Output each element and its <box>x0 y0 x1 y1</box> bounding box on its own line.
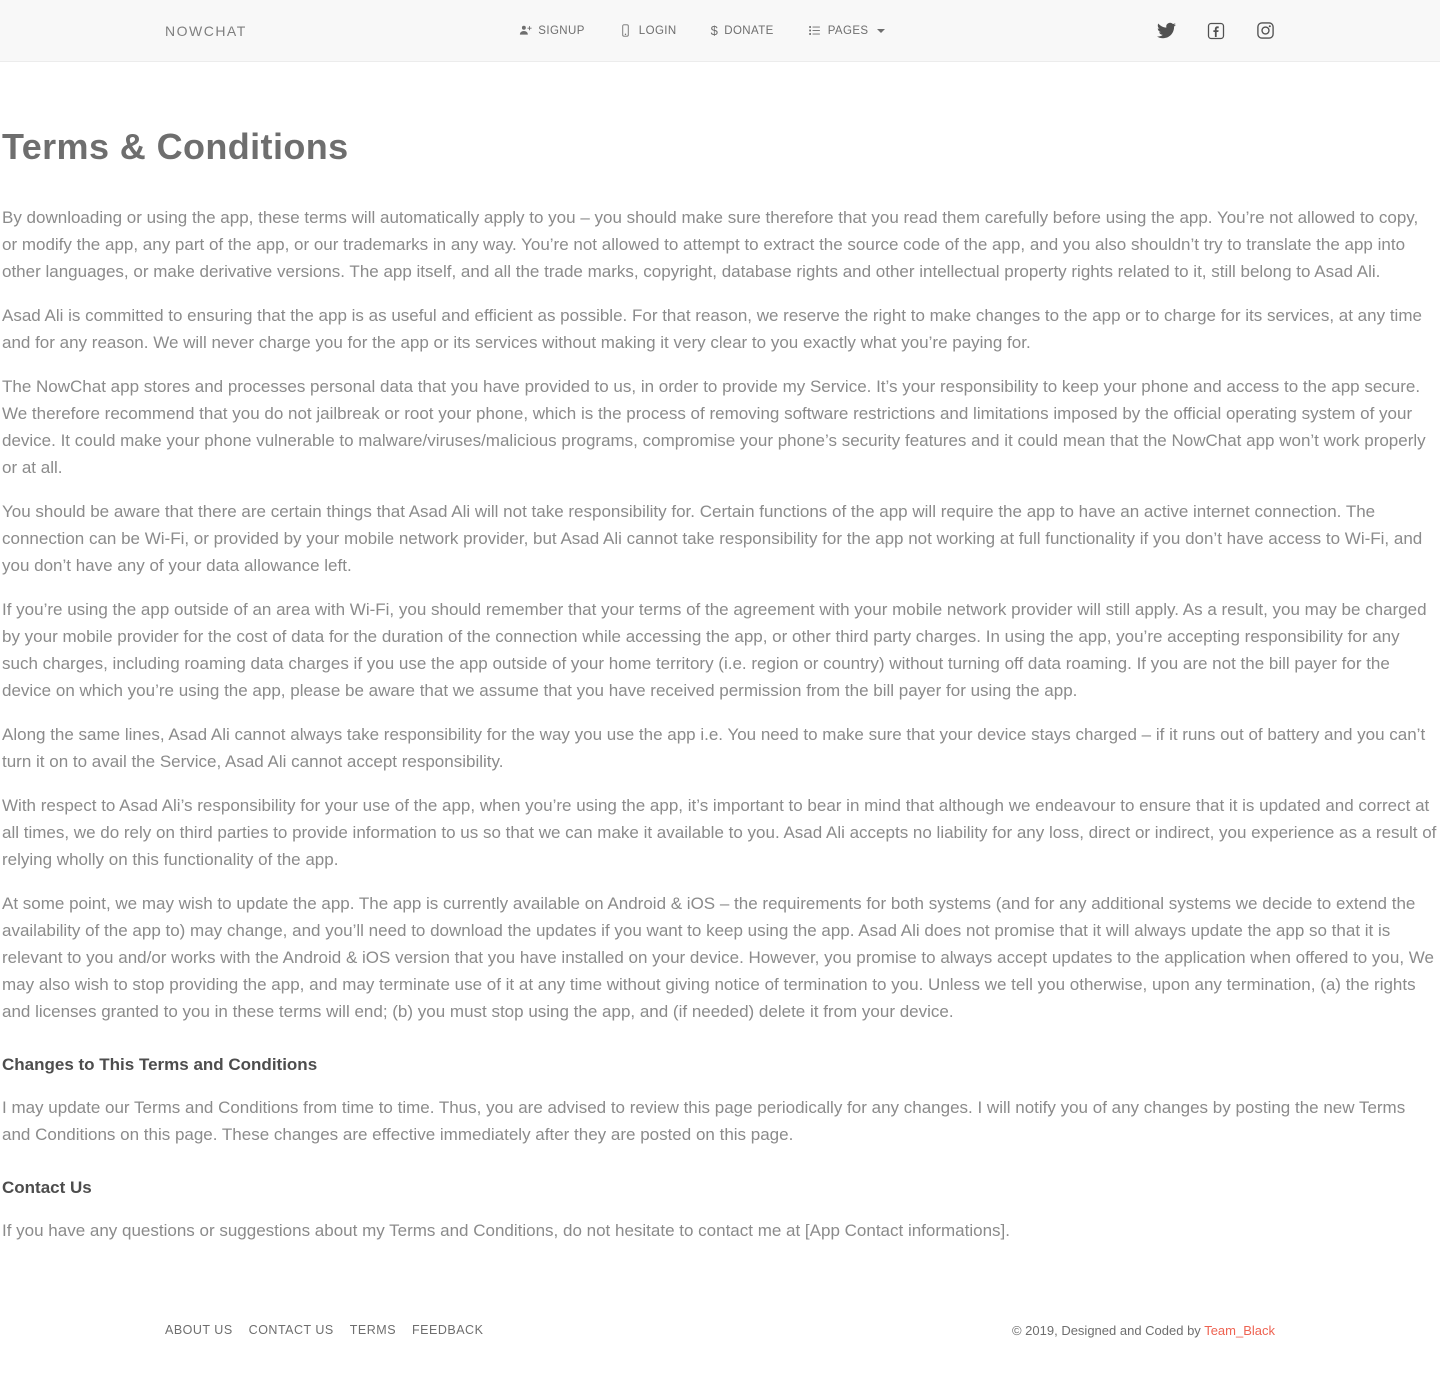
footer-link-contact[interactable]: CONTACT US <box>248 1323 334 1337</box>
terms-paragraph-1: By downloading or using the app, these terms will automatically apply to you – you should make sure therefore that you read them carefully before using the app. You’re not allowed to copy, or modify the app, any part of the app, or our trademarks in any way. You’re not allowed to attempt to extract the source code of the app, and you also shouldn’t try to translate the app into other languages, or make derivative versions. The app itself, and all the trade marks, copyright, database rights and other intellectual property rights related to it, still belong to Asad Ali. <box>2 208 1419 281</box>
terms-paragraph-8: At some point, we may wish to update the app. The app is currently available on Android & iOS – the requirements for both systems (and for any additional systems we decide to extend the availability of the app to) may change, and you’ll need to download the updates if you want to keep using the app. Asad Ali does not promise that it will always update the app so that it is relevant to you and/or works with the Android & iOS version that you have installed on your device. However, you promise to always accept updates to the application when offered to you, We may also wish to stop providing the app, and may terminate use of it at any time without giving notice of termination to you. Unless we tell you otherwise, upon any termination, (a) the rights and licenses granted to you in these terms will end; (b) you must stop using the app, and (if needed) delete it from your device. <box>2 894 1434 1021</box>
social-links <box>1157 21 1275 40</box>
changes-paragraph: I may update our Terms and Conditions from time to time. Thus, you are advised to review this page periodically for any changes. I will notify you of any changes by posting the new Terms and Conditions on this page. These changes are effective immediately after they are posted on this page. <box>2 1098 1406 1144</box>
chevron-down-icon <box>877 29 885 33</box>
terms-paragraph-2: Asad Ali is committed to ensuring that the app is as useful and efficient as possible. For that reason, we reserve the right to make changes to the app or to charge for its services, at any time and for any reason. We will never charge you for the app or its services without making it very clear to you exactly what you’re paying for. <box>2 306 1422 352</box>
navbar-container <box>150 0 1290 61</box>
dollar-icon: $ <box>710 23 719 38</box>
footer-container <box>150 1319 1290 1341</box>
footer-nav <box>165 1319 483 1341</box>
nav-signup-label: SIGNUP <box>538 24 585 37</box>
nav-donate-label: DONATE <box>724 24 774 37</box>
team-black-link[interactable]: Team_Black <box>1204 1322 1275 1338</box>
navbar <box>0 0 1440 62</box>
nav-pages-label: PAGES <box>827 24 869 37</box>
terms-paragraph-5: If you’re using the app outside of an area with Wi-Fi, you should remember that your terms of the agreement with your mobile network provider will still apply. As a result, you may be charged by your mobile provider for the cost of data for the duration of the connection while accessing the app, or other third party charges. In using the app, you’re accepting responsibility for any such charges, including roaming data charges if you use the app outside of your home territory (i.e. region or country) without turning off data roaming. If you are not the bill payer for the device on which you’re using the app, please be aware that we assume that you have received permission from the bill payer for using the app. <box>2 600 1427 700</box>
contact-paragraph: If you have any questions or suggestions about my Terms and Conditions, do not hesitate to contact me at [App Contact informations]. <box>2 1221 1010 1240</box>
main-nav <box>518 24 885 38</box>
instagram-icon[interactable] <box>1256 21 1275 40</box>
section-heading-changes: Changes to This Terms and Conditions <box>2 1055 318 1074</box>
mobile-phone-icon <box>619 24 633 38</box>
nav-login-label: LOGIN <box>638 24 677 37</box>
footer-link-about[interactable]: ABOUT US <box>165 1323 233 1337</box>
terms-paragraph-7: With respect to Asad Ali’s responsibility for your use of the app, when you’re using the app, it’s important to bear in mind that although we endeavour to ensure that it is updated and correct at all times, we do rely on third parties to provide information to us so that we can make it available to you. Asad Ali accepts no liability for any loss, direct or indirect, you experience as a result of relying wholly on this functionality of the app. <box>2 796 1437 869</box>
terms-paragraph-4: You should be aware that there are certain things that Asad Ali will not take responsibility for. Certain functions of the app will require the app to have an active internet connection. The connection can be Wi-Fi, or provided by your mobile network provider, but Asad Ali cannot take responsibility for the app not working at full functionality if you don’t have access to Wi-Fi, and you don’t have any of your data allowance left. <box>2 502 1423 575</box>
nav-signup[interactable] <box>518 24 585 38</box>
page-title: Terms & Conditions <box>2 126 349 167</box>
main-content <box>0 126 1440 1303</box>
footer-link-feedback[interactable]: FEEDBACK <box>412 1323 484 1337</box>
twitter-icon[interactable] <box>1157 21 1176 40</box>
brand-logo[interactable]: NOWCHAT <box>165 22 247 39</box>
nav-donate[interactable] <box>711 24 774 38</box>
copyright-text <box>1012 1323 1275 1338</box>
copyright-prefix: © 2019, Designed and Coded by <box>1011 1322 1205 1338</box>
footer-link-terms[interactable]: TERMS <box>349 1323 397 1337</box>
section-heading-contact: Contact Us <box>2 1178 92 1197</box>
footer <box>0 1303 1440 1371</box>
terms-paragraph-6: Along the same lines, Asad Ali cannot always take responsibility for the way you use the app i.e. You need to make sure that your device stays charged – if it runs out of battery and you can’t turn it on to avail the Service, Asad Ali cannot accept responsibility. <box>2 725 1426 771</box>
terms-paragraph-3: The NowChat app stores and processes personal data that you have provided to us, in order to provide my Service. It’s your responsibility to keep your phone and access to the app secure. We therefore recommend that you do not jailbreak or root your phone, which is the process of removing software restrictions and limitations imposed by the official operating system of your device. It could make your phone vulnerable to malware/viruses/malicious programs, compromise your phone’s security features and it could mean that the NowChat app won’t work properly or at all. <box>2 377 1426 477</box>
nav-login[interactable] <box>619 24 677 38</box>
facebook-icon[interactable] <box>1207 22 1225 40</box>
nav-pages-dropdown[interactable] <box>808 24 886 38</box>
person-plus-icon <box>518 24 532 38</box>
list-icon <box>808 24 822 38</box>
